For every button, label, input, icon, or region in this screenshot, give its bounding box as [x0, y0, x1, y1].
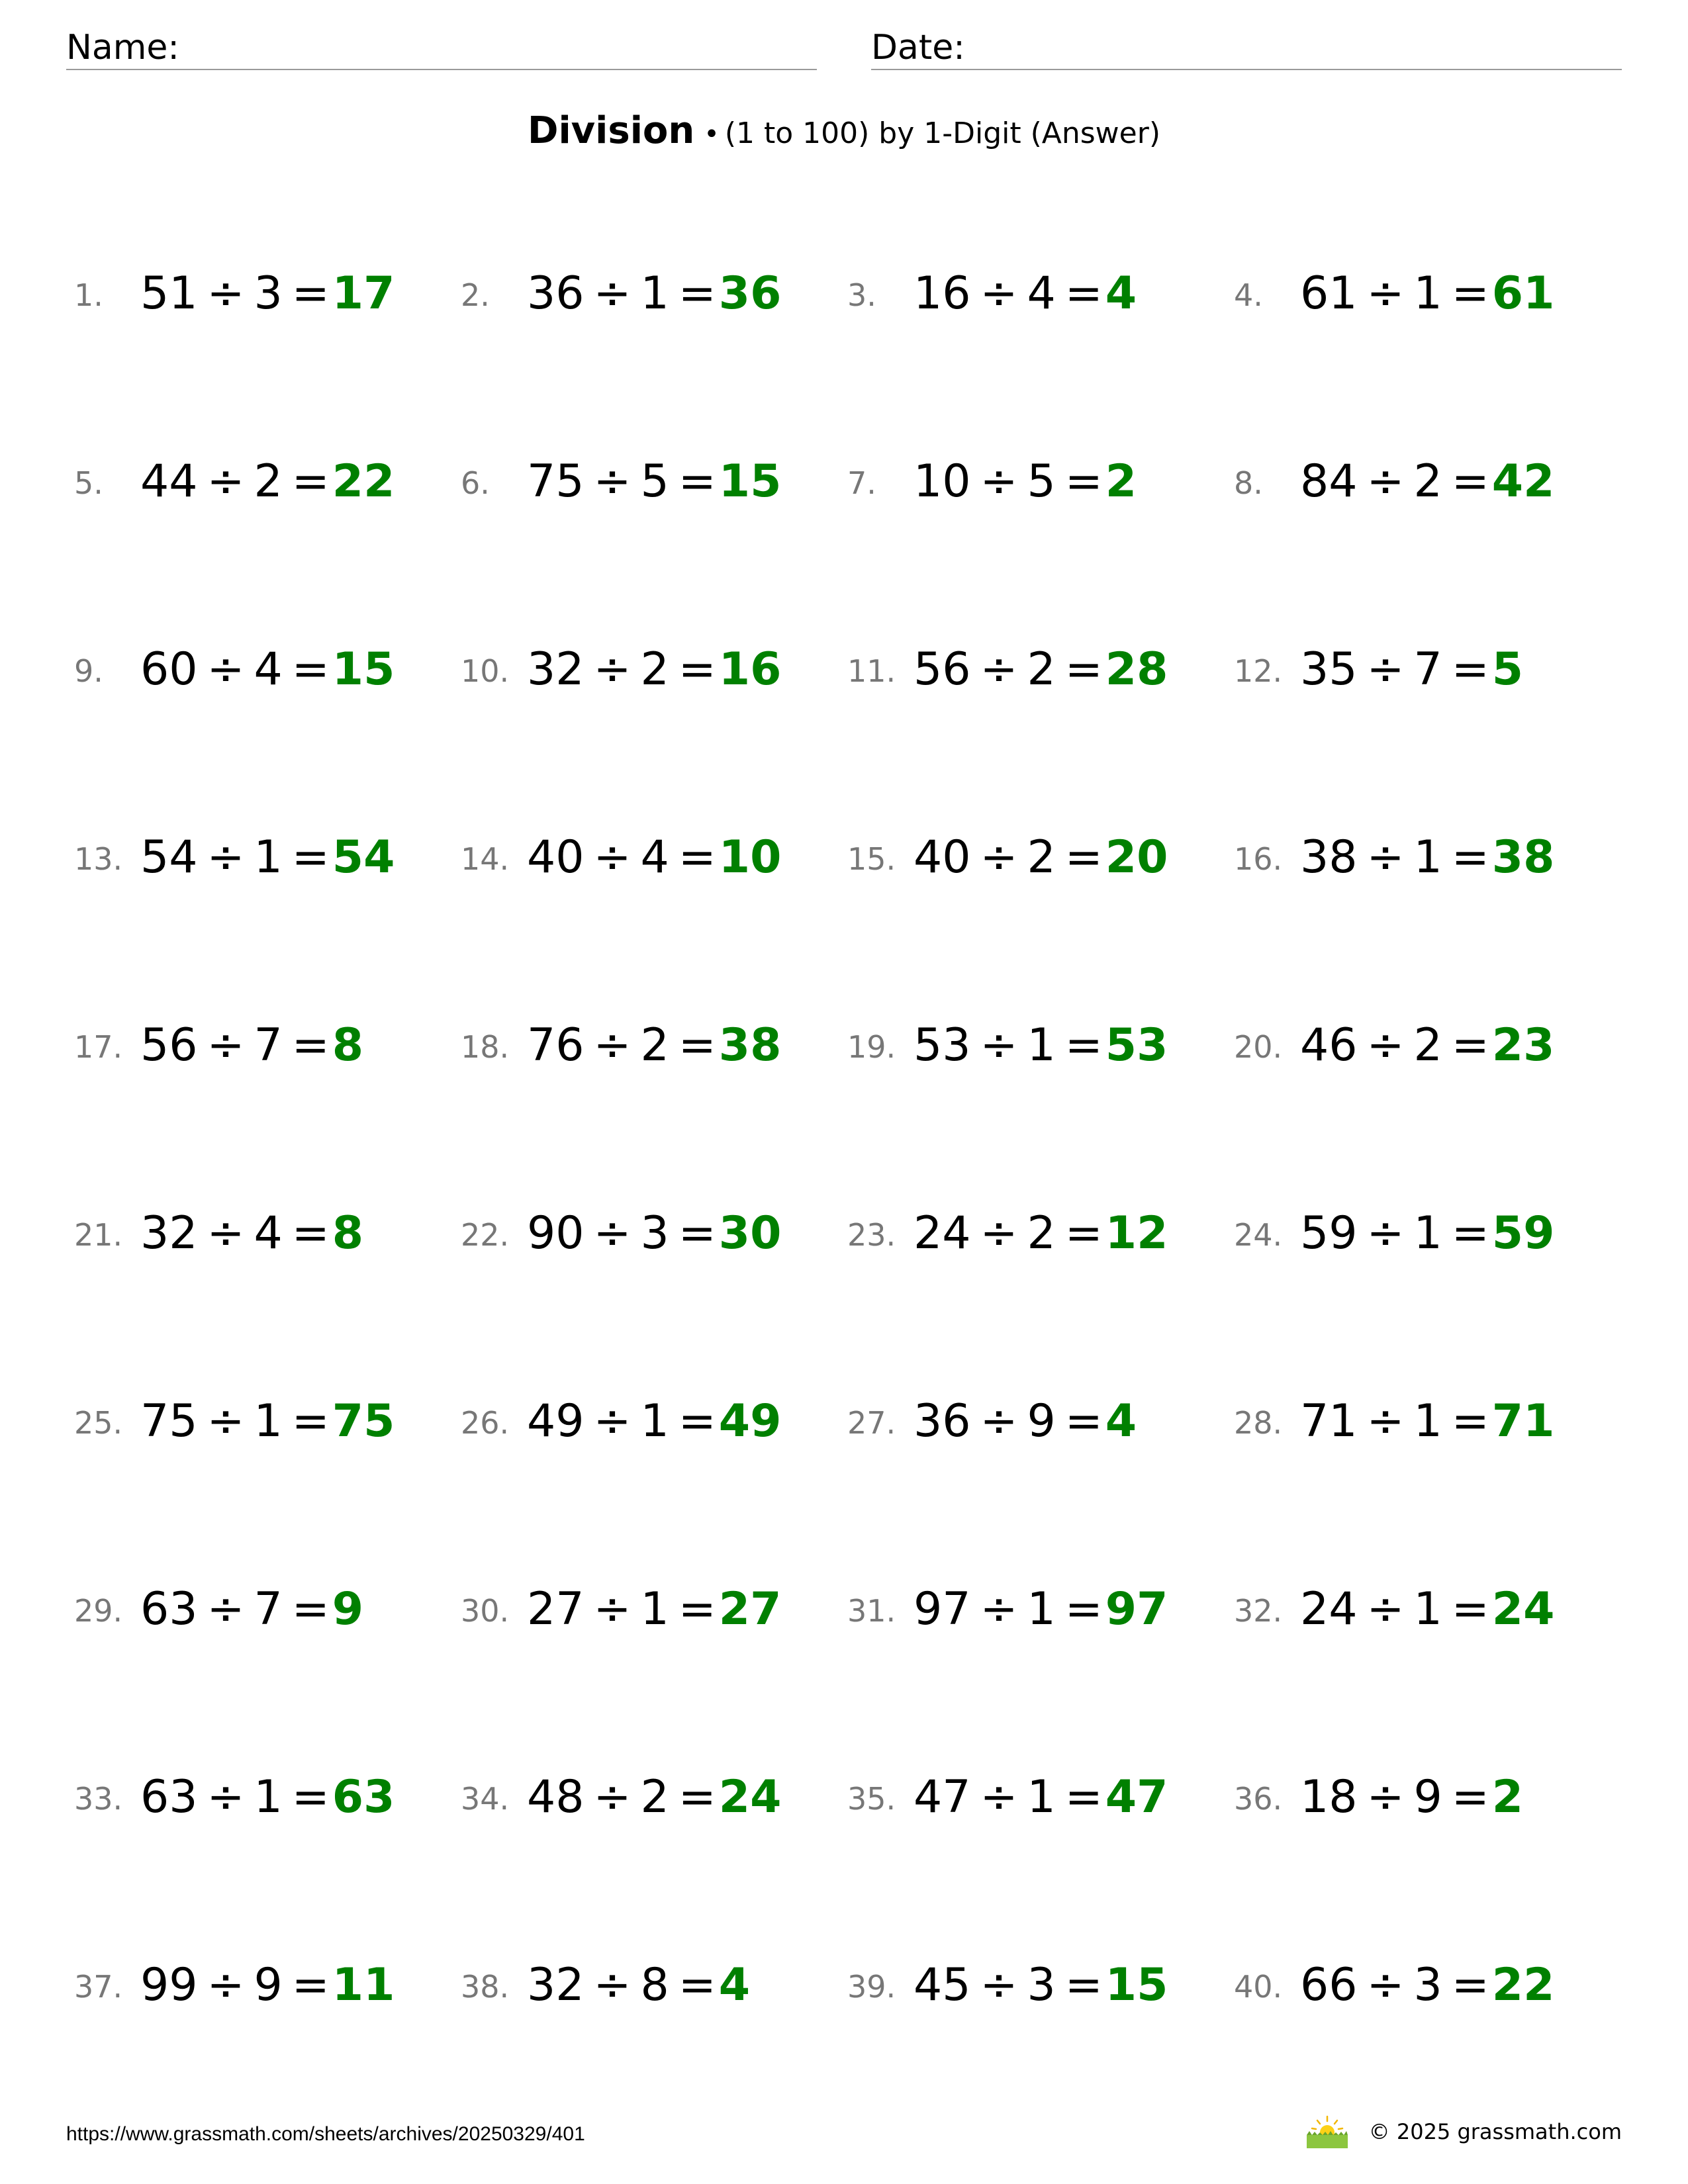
date-field: [871, 26, 1622, 70]
divide-sign: ÷: [1366, 1019, 1405, 1071]
dividend: 75: [527, 455, 585, 508]
equals-sign: =: [678, 1207, 716, 1259]
equals-sign: =: [291, 1395, 330, 1447]
divide-sign: ÷: [980, 831, 1018, 884]
dividend: 97: [914, 1583, 971, 1635]
answer: 42: [1491, 455, 1555, 508]
divide-sign: ÷: [593, 1395, 632, 1447]
dividend: 59: [1300, 1207, 1358, 1259]
equals-sign: =: [1064, 831, 1103, 884]
problem-expression: [527, 1021, 781, 1071]
answer: 75: [332, 1395, 395, 1447]
answer: 8: [332, 1019, 364, 1071]
problem-expression: [1300, 1584, 1554, 1635]
answer: 2: [1491, 1771, 1524, 1823]
dividend: 63: [140, 1771, 198, 1823]
problem-expression: [1300, 1021, 1554, 1071]
dividend: 45: [914, 1959, 971, 2011]
problem-number: 17.: [74, 1029, 123, 1065]
divide-sign: ÷: [980, 1959, 1018, 2011]
dividend: 66: [1300, 1959, 1358, 2011]
divisor: 7: [254, 1019, 283, 1071]
divisor: 9: [1413, 1771, 1442, 1823]
divide-sign: ÷: [593, 643, 632, 696]
problem-number: 29.: [74, 1593, 123, 1629]
dividend: 38: [1300, 831, 1358, 884]
equals-sign: =: [1451, 1771, 1489, 1823]
problem-number: 26.: [461, 1405, 510, 1441]
equals-sign: =: [678, 1395, 716, 1447]
answer: 10: [718, 831, 782, 884]
problem-number: 9.: [74, 653, 103, 689]
divide-sign: ÷: [593, 1207, 632, 1259]
problem-number: 36.: [1234, 1781, 1283, 1817]
divisor: 1: [1413, 1207, 1442, 1259]
equals-sign: =: [678, 643, 716, 696]
equals-sign: =: [1064, 267, 1103, 320]
worksheet-title: [0, 105, 1688, 166]
divide-sign: ÷: [980, 1395, 1018, 1447]
equals-sign: =: [678, 831, 716, 884]
divide-sign: ÷: [207, 643, 245, 696]
divisor: 7: [254, 1583, 283, 1635]
equals-sign: =: [1064, 643, 1103, 696]
answer: 22: [1491, 1959, 1555, 2011]
answer: 53: [1105, 1019, 1168, 1071]
answer: 16: [718, 643, 782, 696]
dividend: 99: [140, 1959, 198, 2011]
problem-number: 30.: [461, 1593, 510, 1629]
divide-sign: ÷: [1366, 643, 1405, 696]
answer: 97: [1105, 1583, 1168, 1635]
equals-sign: =: [1451, 1019, 1489, 1071]
divisor: 3: [254, 267, 283, 320]
divide-sign: ÷: [980, 455, 1018, 508]
answer: 15: [1105, 1959, 1168, 2011]
dividend: 84: [1300, 455, 1358, 508]
equals-sign: =: [678, 267, 716, 320]
divisor: 2: [1027, 831, 1056, 884]
equals-sign: =: [1451, 455, 1489, 508]
answer: 4: [1105, 1395, 1137, 1447]
problem-expression: [914, 1396, 1137, 1447]
problem-number: 7.: [847, 465, 876, 501]
divide-sign: ÷: [207, 831, 245, 884]
problem-expression: [1300, 1396, 1554, 1447]
divide-sign: ÷: [593, 1959, 632, 2011]
divisor: 2: [640, 1019, 669, 1071]
divisor: 1: [1027, 1019, 1056, 1071]
answer: 2: [1105, 455, 1137, 508]
name-field: [66, 26, 817, 70]
divisor: 1: [1027, 1583, 1056, 1635]
equals-sign: =: [1451, 267, 1489, 320]
problem-expression: [1300, 833, 1554, 883]
problem-expression: [1300, 1772, 1523, 1823]
divide-sign: ÷: [980, 1207, 1018, 1259]
problem-expression: [1300, 1208, 1554, 1259]
divide-sign: ÷: [593, 267, 632, 320]
dividend: 10: [914, 455, 971, 508]
divisor: 1: [640, 1583, 669, 1635]
answer: 59: [1491, 1207, 1555, 1259]
dividend: 32: [527, 1959, 585, 2011]
answer: 38: [718, 1019, 782, 1071]
divide-sign: ÷: [207, 1771, 245, 1823]
divide-sign: ÷: [980, 1583, 1018, 1635]
footer-copyright: © 2025 grassmath.com: [1368, 2119, 1622, 2144]
answer: 11: [332, 1959, 395, 2011]
divisor: 4: [640, 831, 669, 884]
equals-sign: =: [1064, 1207, 1103, 1259]
problem-number: 31.: [847, 1593, 896, 1629]
divisor: 2: [1413, 455, 1442, 508]
dividend: 46: [1300, 1019, 1358, 1071]
divisor: 5: [640, 455, 669, 508]
answer: 49: [718, 1395, 782, 1447]
problem-number: 23.: [847, 1217, 896, 1253]
divisor: 2: [640, 1771, 669, 1823]
equals-sign: =: [1451, 1959, 1489, 2011]
divisor: 3: [1027, 1959, 1056, 2011]
equals-sign: =: [1064, 1019, 1103, 1071]
dividend: 32: [527, 643, 585, 696]
equals-sign: =: [291, 1019, 330, 1071]
equals-sign: =: [1451, 831, 1489, 884]
divisor: 3: [640, 1207, 669, 1259]
problem-expression: [140, 1584, 363, 1635]
equals-sign: =: [291, 1959, 330, 2011]
answer: 36: [718, 267, 782, 320]
problem-expression: [140, 1208, 363, 1259]
divisor: 1: [640, 1395, 669, 1447]
problem-expression: [1300, 1960, 1554, 2011]
equals-sign: =: [1451, 1583, 1489, 1635]
answer: 17: [332, 267, 395, 320]
divisor: 4: [254, 1207, 283, 1259]
divisor: 2: [1027, 643, 1056, 696]
equals-sign: =: [291, 1207, 330, 1259]
dividend: 40: [914, 831, 971, 884]
problem-number: 12.: [1234, 653, 1283, 689]
answer: 23: [1491, 1019, 1555, 1071]
answer: 47: [1105, 1771, 1168, 1823]
problem-number: 40.: [1234, 1969, 1283, 2005]
answer: 8: [332, 1207, 364, 1259]
problem-number: 10.: [461, 653, 510, 689]
dividend: 49: [527, 1395, 585, 1447]
problem-expression: [527, 833, 781, 883]
answer: 22: [332, 455, 395, 508]
equals-sign: =: [1064, 1771, 1103, 1823]
divide-sign: ÷: [1366, 1207, 1405, 1259]
problem-number: 22.: [461, 1217, 510, 1253]
problem-number: 35.: [847, 1781, 896, 1817]
divisor: 4: [254, 643, 283, 696]
answer: 38: [1491, 831, 1555, 884]
divide-sign: ÷: [593, 1771, 632, 1823]
problem-expression: [527, 1584, 781, 1635]
divide-sign: ÷: [207, 267, 245, 320]
divide-sign: ÷: [980, 1019, 1018, 1071]
answer: 54: [332, 831, 395, 884]
dividend: 16: [914, 267, 971, 320]
problem-expression: [1300, 645, 1523, 695]
dividend: 44: [140, 455, 198, 508]
divide-sign: ÷: [593, 455, 632, 508]
problem-expression: [1300, 457, 1554, 507]
answer: 5: [1491, 643, 1524, 696]
divide-sign: ÷: [980, 643, 1018, 696]
problem-expression: [914, 269, 1137, 319]
problem-expression: [1300, 269, 1554, 319]
equals-sign: =: [291, 455, 330, 508]
divide-sign: ÷: [593, 831, 632, 884]
problem-expression: [527, 457, 781, 507]
problem-number: 21.: [74, 1217, 123, 1253]
divisor: 1: [1413, 1395, 1442, 1447]
answer: 24: [1491, 1583, 1555, 1635]
equals-sign: =: [291, 267, 330, 320]
divisor: 9: [1027, 1395, 1056, 1447]
divisor: 2: [1413, 1019, 1442, 1071]
problem-number: 4.: [1234, 277, 1263, 313]
divisor: 8: [640, 1959, 669, 2011]
divisor: 9: [254, 1959, 283, 2011]
problem-number: 15.: [847, 841, 896, 877]
divide-sign: ÷: [1366, 1771, 1405, 1823]
problem-expression: [914, 1584, 1168, 1635]
divisor: 2: [1027, 1207, 1056, 1259]
problem-expression: [527, 1396, 781, 1447]
equals-sign: =: [1451, 643, 1489, 696]
problem-number: 32.: [1234, 1593, 1283, 1629]
problem-expression: [140, 833, 395, 883]
footer-copyright-block: [1305, 2115, 1622, 2148]
divisor: 2: [254, 455, 283, 508]
problem-number: 33.: [74, 1781, 123, 1817]
equals-sign: =: [1064, 1583, 1103, 1635]
title-bullet: •: [704, 119, 720, 150]
divide-sign: ÷: [980, 1771, 1018, 1823]
divisor: 5: [1027, 455, 1056, 508]
answer: 27: [718, 1583, 782, 1635]
divide-sign: ÷: [1366, 1959, 1405, 2011]
problem-number: 39.: [847, 1969, 896, 2005]
problem-expression: [140, 1772, 395, 1823]
problem-number: 2.: [461, 277, 490, 313]
problem-expression: [140, 1021, 363, 1071]
title-subtitle: (1 to 100) by 1-Digit (Answer): [724, 116, 1160, 150]
dividend: 56: [914, 643, 971, 696]
equals-sign: =: [1451, 1395, 1489, 1447]
divide-sign: ÷: [207, 1395, 245, 1447]
divide-sign: ÷: [1366, 1395, 1405, 1447]
divisor: 1: [1413, 831, 1442, 884]
problem-expression: [914, 1208, 1168, 1259]
divisor: 2: [640, 643, 669, 696]
dividend: 61: [1300, 267, 1358, 320]
divisor: 1: [254, 831, 283, 884]
problem-number: 24.: [1234, 1217, 1283, 1253]
dividend: 56: [140, 1019, 198, 1071]
problem-expression: [914, 1021, 1168, 1071]
problem-number: 20.: [1234, 1029, 1283, 1065]
dividend: 47: [914, 1771, 971, 1823]
equals-sign: =: [291, 1583, 330, 1635]
equals-sign: =: [1064, 1395, 1103, 1447]
problem-number: 8.: [1234, 465, 1263, 501]
answer: 24: [718, 1771, 782, 1823]
equals-sign: =: [678, 1019, 716, 1071]
divide-sign: ÷: [593, 1583, 632, 1635]
equals-sign: =: [678, 1583, 716, 1635]
dividend: 51: [140, 267, 198, 320]
answer: 71: [1491, 1395, 1555, 1447]
equals-sign: =: [678, 455, 716, 508]
problem-number: 5.: [74, 465, 103, 501]
divisor: 3: [1413, 1959, 1442, 2011]
dividend: 53: [914, 1019, 971, 1071]
equals-sign: =: [678, 1959, 716, 2011]
problem-number: 1.: [74, 277, 103, 313]
problem-expression: [914, 457, 1137, 507]
problem-expression: [914, 645, 1168, 695]
dividend: 48: [527, 1771, 585, 1823]
divisor: 1: [640, 267, 669, 320]
problem-expression: [527, 269, 781, 319]
equals-sign: =: [291, 643, 330, 696]
problem-expression: [140, 1396, 395, 1447]
divisor: 1: [1413, 1583, 1442, 1635]
divisor: 1: [254, 1395, 283, 1447]
dividend: 63: [140, 1583, 198, 1635]
problem-expression: [527, 1208, 781, 1259]
title-main: Division: [528, 109, 695, 152]
equals-sign: =: [1064, 1959, 1103, 2011]
date-label: Date:: [871, 28, 965, 68]
equals-sign: =: [678, 1771, 716, 1823]
dividend: 75: [140, 1395, 198, 1447]
problem-number: 14.: [461, 841, 510, 877]
problem-expression: [140, 645, 395, 695]
dividend: 24: [914, 1207, 971, 1259]
problem-number: 27.: [847, 1405, 896, 1441]
answer: 9: [332, 1583, 364, 1635]
problem-number: 19.: [847, 1029, 896, 1065]
problem-number: 37.: [74, 1969, 123, 2005]
dividend: 24: [1300, 1583, 1358, 1635]
footer-url: https://www.grassmath.com/sheets/archives/20250329/401: [66, 2123, 585, 2145]
problem-number: 34.: [461, 1781, 510, 1817]
divide-sign: ÷: [1366, 455, 1405, 508]
dividend: 18: [1300, 1771, 1358, 1823]
dividend: 27: [527, 1583, 585, 1635]
problem-number: 11.: [847, 653, 896, 689]
divide-sign: ÷: [207, 455, 245, 508]
problem-expression: [527, 1960, 750, 2011]
divide-sign: ÷: [207, 1207, 245, 1259]
divisor: 7: [1413, 643, 1442, 696]
dividend: 60: [140, 643, 198, 696]
name-label: Name:: [66, 28, 179, 68]
dividend: 71: [1300, 1395, 1358, 1447]
divisor: 4: [1027, 267, 1056, 320]
problem-expression: [140, 457, 395, 507]
equals-sign: =: [1451, 1207, 1489, 1259]
answer: 15: [332, 643, 395, 696]
problem-number: 28.: [1234, 1405, 1283, 1441]
answer: 12: [1105, 1207, 1168, 1259]
problem-expression: [914, 1960, 1168, 2011]
dividend: 90: [527, 1207, 585, 1259]
dividend: 36: [527, 267, 585, 320]
equals-sign: =: [291, 831, 330, 884]
problem-number: 38.: [461, 1969, 510, 2005]
problem-expression: [914, 833, 1168, 883]
problem-number: 16.: [1234, 841, 1283, 877]
equals-sign: =: [291, 1771, 330, 1823]
dividend: 32: [140, 1207, 198, 1259]
answer: 4: [718, 1959, 751, 2011]
dividend: 40: [527, 831, 585, 884]
answer: 20: [1105, 831, 1168, 884]
equals-sign: =: [1064, 455, 1103, 508]
dividend: 36: [914, 1395, 971, 1447]
divisor: 1: [1413, 267, 1442, 320]
divide-sign: ÷: [1366, 1583, 1405, 1635]
answer: 15: [718, 455, 782, 508]
divide-sign: ÷: [593, 1019, 632, 1071]
divide-sign: ÷: [207, 1959, 245, 2011]
divisor: 1: [1027, 1771, 1056, 1823]
problem-expression: [140, 269, 395, 319]
dividend: 54: [140, 831, 198, 884]
answer: 30: [718, 1207, 782, 1259]
divide-sign: ÷: [1366, 831, 1405, 884]
dividend: 35: [1300, 643, 1358, 696]
divide-sign: ÷: [980, 267, 1018, 320]
divisor: 1: [254, 1771, 283, 1823]
divide-sign: ÷: [207, 1019, 245, 1071]
problem-number: 18.: [461, 1029, 510, 1065]
problem-expression: [527, 645, 781, 695]
problem-number: 13.: [74, 841, 123, 877]
divide-sign: ÷: [1366, 267, 1405, 320]
answer: 63: [332, 1771, 395, 1823]
problem-number: 3.: [847, 277, 876, 313]
answer: 61: [1491, 267, 1555, 320]
problem-expression: [527, 1772, 781, 1823]
answer: 28: [1105, 643, 1168, 696]
problem-expression: [140, 1960, 395, 2011]
answer: 4: [1105, 267, 1137, 320]
dividend: 76: [527, 1019, 585, 1071]
problem-expression: [914, 1772, 1168, 1823]
grass-sun-logo-icon: [1305, 2115, 1349, 2148]
problem-number: 6.: [461, 465, 490, 501]
problem-number: 25.: [74, 1405, 123, 1441]
divide-sign: ÷: [207, 1583, 245, 1635]
